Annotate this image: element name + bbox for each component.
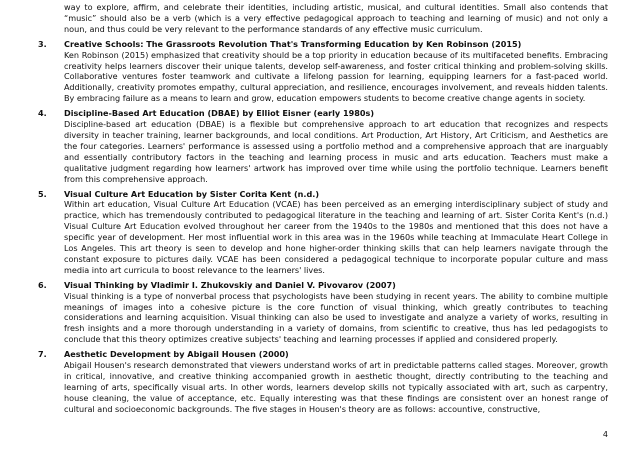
item-number: 5.: [38, 188, 47, 199]
item-body: Within art education, Visual Culture Art Education (VCAE) has been perceived as an emerging interdisciplinary subject of study and practice, which has tremendously contributed to pedagogical literature in the teaching and learning of art. Sister Corita Kent's (n.d.) Visual Culture Art Education evolved throughout her career from the 1940s to the 1980s and mentioned that this does not have a specific year of development. Her most influential work in this area was in the 1960s while teaching at Immaculate Heart College in Los Angeles. This art theory is seen to develop and hone higher-order thinking skills that can help learners navigate through the constant exposure to pictures daily. VCAE has been considered a pedagogical technique to incorporate popular culture and mass media into art curricula to boost relevance to the learners' lives.: [64, 199, 608, 275]
item-title: Visual Culture Art Education by Sister Corita Kent (n.d.): [64, 188, 320, 199]
item-number: 6.: [38, 279, 47, 290]
list-item: [38, 349, 608, 414]
section-heading: [38, 189, 608, 200]
list-item: [38, 108, 608, 184]
section-heading: [38, 349, 608, 360]
item-number: 3.: [38, 38, 47, 49]
page-number: 4: [602, 430, 608, 439]
item-number: 4.: [38, 108, 47, 119]
item-title: Visual Thinking by Vladimir I. Zhukovskiy and Daniel V. Pivovarov (2007): [64, 279, 396, 290]
section-heading: [38, 39, 608, 50]
list-item: [38, 280, 608, 345]
section-heading: [38, 108, 608, 119]
item-title: Aesthetic Development by Abigail Housen (2000): [64, 349, 289, 360]
item-title: Creative Schools: The Grassroots Revolution That's Transforming Education by Ken Robinson (2015): [64, 38, 522, 49]
item-body: Discipline-based art education (DBAE) is a flexible but comprehensive approach to art education that recognizes and respects diversity in teacher training, learner backgrounds, and local conditions. Art Production, Art History, Art Criticism, and Aesthetics are the four categories. Learners' performance is assessed using a portfolio method and a comprehensive approach that are inarguably and essentially contributory factors in the teaching and learning process in music and arts education. Teachers must make a qualitative judgment regarding how learners' artwork has improved over time while using the portfolio technique. Learners benefit from this comprehensive approach.: [64, 119, 608, 184]
item-title: Discipline-Based Art Education (DBAE) by Elliot Eisner (early 1980s): [64, 108, 375, 119]
item-body: Visual thinking is a type of nonverbal process that psychologists have been studying in recent years. The ability to combine multiple meanings of images into a cohesive picture is the core function of visual thinking, which greatly contributes to teaching considerations and learning acquisition. Visual thinking can also be used to investigate and analyze a variety of works, resulting in fresh insights and a more thorough understanding in a variety of domains, from scientific to creative, thus has led pedagogists to conclude that this theory optimizes creative subjects' teaching and learning processes if applied and considered properly.: [64, 290, 608, 345]
list-item: [38, 189, 608, 276]
item-body: Abigail Housen's research demonstrated that viewers understand works of art in predictable patterns called stages. Moreover, growth in critical, innovative, and creative thinking accompanied growth in aesthetic thought, directly contributing to the teaching and learning of arts, specifically visual arts. In other words, learners develop skills not typically associated with art, such as carpentry, house cleaning, the value of acceptance, etc. Equally interesting was that these findings are consistent over an honest range of cultural and socioeconomic backgrounds. The five stages in Housen's theory are as follows: accountive, constructive,: [64, 360, 608, 414]
section-heading: [38, 280, 608, 291]
item-number: 7.: [38, 349, 47, 360]
list-item: [38, 39, 608, 104]
item-body: Ken Robinson (2015) emphasized that creativity should be a top priority in education because of its multifaceted benefits. Embracing creativity helps learners discover their unique talents, develop self-awareness, and foster critical thinking and problem-solving skills. Collaborative ventures foster teamwork and cultivate a lifelong passion for learning, equipping learners for a fast-paced world. Additionally, creativity promotes empathy, cultural appreciation, and resilience, encourages involvement, and reveals hidden talents. By embracing failure as a means to learn and grow, education empowers students to become creative change agents in society.: [64, 49, 608, 104]
intro-paragraph: way to explore, affirm, and celebrate their identities, including artistic, musical, and cultural identities. Small also contends that “music” should also be a verb (which is a very effective pedagogical approach to teaching and learning of music) and not only a noun, and thus could be very relevant to the performance standards of any effective music curriculum.: [64, 2, 608, 34]
